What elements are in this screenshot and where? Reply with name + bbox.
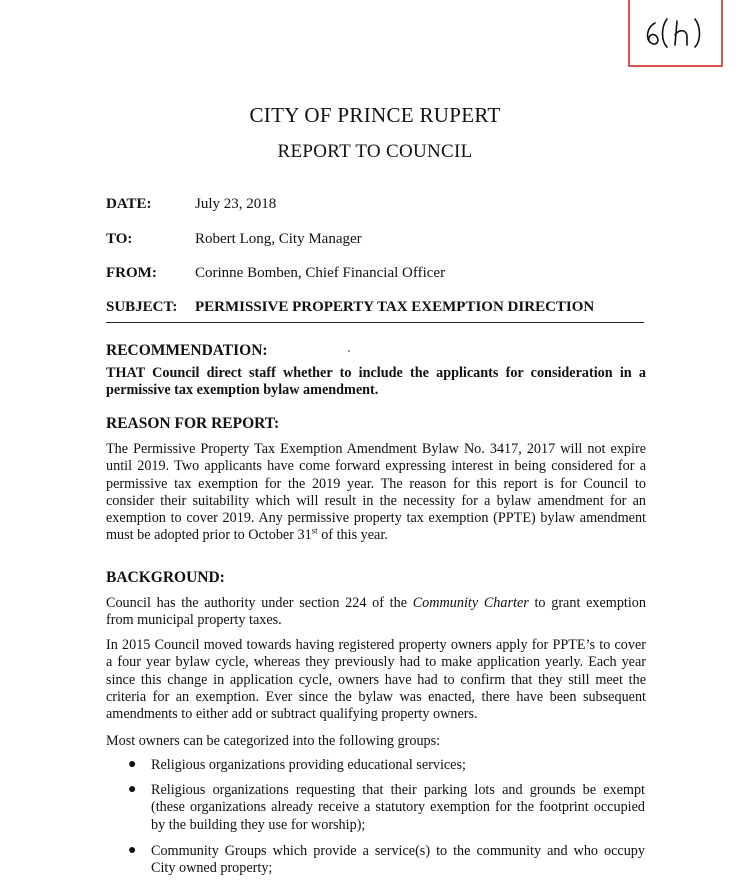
bullet-item-3: Community Groups which provide a service(s) to the community and who occupy City owned property; <box>151 843 645 877</box>
recommendation-heading: RECOMMENDATION: <box>106 342 268 359</box>
recommendation-text: THAT Council direct staff whether to include the applicants for consideration in a permissive tax exemption bylaw amendment. <box>106 365 646 399</box>
from-value: Corinne Bomben, Chief Financial Officer <box>195 265 446 281</box>
date-value: July 23, 2018 <box>195 196 277 212</box>
subject-value: PERMISSIVE PROPERTY TAX EXEMPTION DIRECTION <box>195 299 595 315</box>
reason-text <box>106 441 646 545</box>
document-title: CITY OF PRINCE RUPERT <box>249 103 501 127</box>
reason-text-end: of this year. <box>317 527 388 544</box>
reason-heading: REASON FOR REPORT: <box>106 415 280 432</box>
reason-text-main: The Permissive Property Tax Exemption Amendment Bylaw No. 3417, 2017 will not expire until 2019. Two applicants have come forward expressing interest in being considered for a permissive tax exemption for the 2019 year. The reason for this report is for Council to consider their suitability which will result in the necessity for a bylaw amendment for an exemption to cover 2019. Any permissive property tax exemption (PPTE) bylaw amendment must be adopted prior to October 31 <box>106 441 646 544</box>
from-label: FROM: <box>106 265 157 281</box>
subject-label: SUBJECT: <box>106 299 178 315</box>
bullet-item-1: Religious organizations providing educational services; <box>151 757 466 773</box>
handwritten-6h-mark <box>641 13 711 53</box>
date-label: DATE: <box>106 196 152 212</box>
background-paragraph-1 <box>106 595 646 630</box>
to-value: Robert Long, City Manager <box>195 231 362 247</box>
bullet-item-2: Religious organizations requesting that their parking lots and grounds be exempt (these organizations already receive a statutory exemption for the footprint occupied by the building they use for worship); <box>151 782 645 833</box>
subject-divider <box>106 322 644 323</box>
bullet-icon: ● <box>128 757 137 772</box>
to-label: TO: <box>106 231 133 247</box>
background-p1-start: Council has the authority under section 224 of the <box>106 595 413 611</box>
background-paragraph-2: In 2015 Council moved towards having registered property owners apply for PPTE’s to cover a four year bylaw cycle, whereas they previously had to make application yearly. Each year since this change in application cycle, owners have had to confirm that they still meet the criteria for an exemption. Ever since the bylaw was enacted, there have been subsequent amendments to either add or subtract qualifying property owners. <box>106 637 646 723</box>
background-p1-end: to grant exemption from municipal property taxes. <box>106 595 646 629</box>
document-subtitle: REPORT TO COUNCIL <box>277 141 473 162</box>
background-heading: BACKGROUND: <box>106 569 225 586</box>
bullet-icon: ● <box>128 782 137 797</box>
handwritten-page-number-stamp <box>628 0 723 67</box>
scan-speck <box>348 350 350 352</box>
background-paragraph-3: Most owners can be categorized into the following groups: <box>106 733 441 749</box>
community-charter-italic: Community Charter <box>412 595 529 611</box>
bullet-icon: ● <box>128 843 137 858</box>
reason-text-superscript: st <box>311 525 318 536</box>
